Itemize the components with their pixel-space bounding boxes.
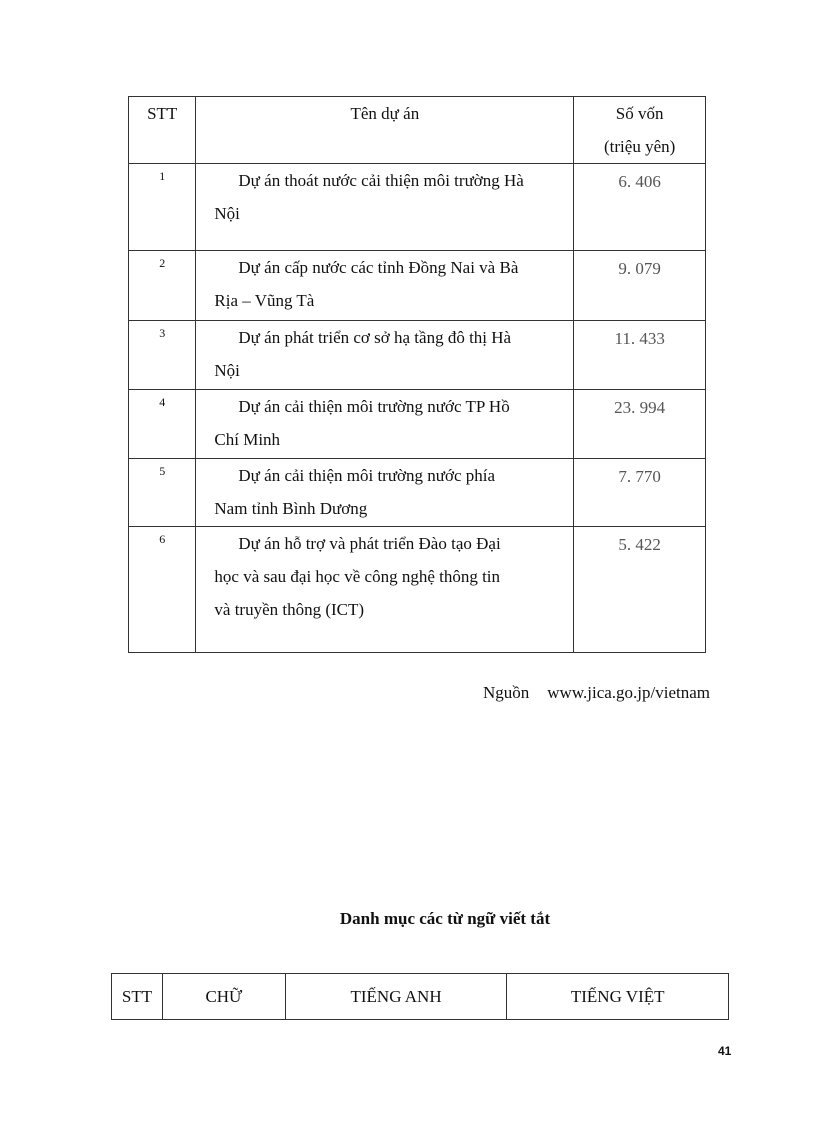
row-capital: 9. 079 bbox=[574, 251, 706, 321]
row-capital: 6. 406 bbox=[574, 164, 706, 251]
table-row bbox=[129, 251, 706, 321]
project-name-line: Nam tỉnh Bình Dương bbox=[214, 499, 368, 518]
project-capital-table bbox=[128, 96, 706, 653]
header-vietnamese: TIẾNG VIỆT bbox=[507, 974, 729, 1020]
row-capital: 11. 433 bbox=[574, 321, 706, 390]
project-name-line: Dự án thoát nước cải thiện môi trường Hà bbox=[238, 171, 524, 190]
header-english: TIẾNG ANH bbox=[285, 974, 507, 1020]
row-capital: 5. 422 bbox=[574, 527, 706, 653]
row-project-name bbox=[196, 527, 574, 653]
table-header-row bbox=[112, 974, 729, 1020]
project-name-line: Chí Minh bbox=[214, 430, 281, 449]
project-name-line: Dự án cấp nước các tỉnh Đồng Nai và Bà bbox=[238, 258, 519, 277]
row-capital: 23. 994 bbox=[574, 390, 706, 459]
page-number: 41 bbox=[718, 1044, 732, 1058]
row-stt: 3 bbox=[129, 321, 196, 390]
project-name-line: Dự án hỗ trợ và phát triển Đào tạo Đại bbox=[238, 534, 501, 553]
project-name-line: và truyền thông (ICT) bbox=[214, 600, 365, 619]
row-capital: 7. 770 bbox=[574, 459, 706, 527]
header-capital bbox=[574, 97, 706, 164]
project-name-line: Nội bbox=[214, 204, 240, 223]
row-stt: 1 bbox=[129, 164, 196, 251]
header-capital-line1: Số vốn bbox=[615, 104, 664, 123]
table-row bbox=[129, 459, 706, 527]
source-label: Nguồn bbox=[482, 683, 530, 702]
project-name-line: Dự án cải thiện môi trường nước TP Hồ bbox=[238, 397, 510, 416]
project-name-line: Nội bbox=[214, 361, 240, 380]
project-name-line: học và sau đại học về công nghệ thông tin bbox=[214, 567, 501, 586]
table-row bbox=[129, 390, 706, 459]
row-project-name bbox=[196, 459, 574, 527]
header-stt: STT bbox=[129, 97, 196, 164]
row-stt: 5 bbox=[129, 459, 196, 527]
header-stt: STT bbox=[112, 974, 163, 1020]
row-project-name bbox=[196, 164, 574, 251]
abbreviations-table bbox=[111, 973, 729, 1020]
table-row bbox=[129, 321, 706, 390]
row-project-name bbox=[196, 321, 574, 390]
row-stt: 4 bbox=[129, 390, 196, 459]
header-word: CHỮ bbox=[162, 974, 285, 1020]
project-name-line: Dự án phát triển cơ sở hạ tầng đô thị Hà bbox=[238, 328, 512, 347]
header-capital-line2: (triệu yên) bbox=[604, 137, 676, 156]
project-name-line: Rịa – Vũng Tà bbox=[214, 291, 315, 310]
row-stt: 6 bbox=[129, 527, 196, 653]
source-note bbox=[483, 683, 710, 703]
row-project-name bbox=[196, 251, 574, 321]
row-project-name bbox=[196, 390, 574, 459]
row-stt: 2 bbox=[129, 251, 196, 321]
table-row bbox=[129, 164, 706, 251]
table-header-row bbox=[129, 97, 706, 164]
header-project-name: Tên dự án bbox=[196, 97, 574, 164]
abbreviations-title: Danh mục các từ ngữ viết tắt bbox=[339, 909, 551, 928]
table-row bbox=[129, 527, 706, 653]
source-url[interactable]: www.jica.go.jp/vietnam bbox=[547, 683, 710, 702]
project-name-line: Dự án cải thiện môi trường nước phía bbox=[238, 466, 496, 485]
